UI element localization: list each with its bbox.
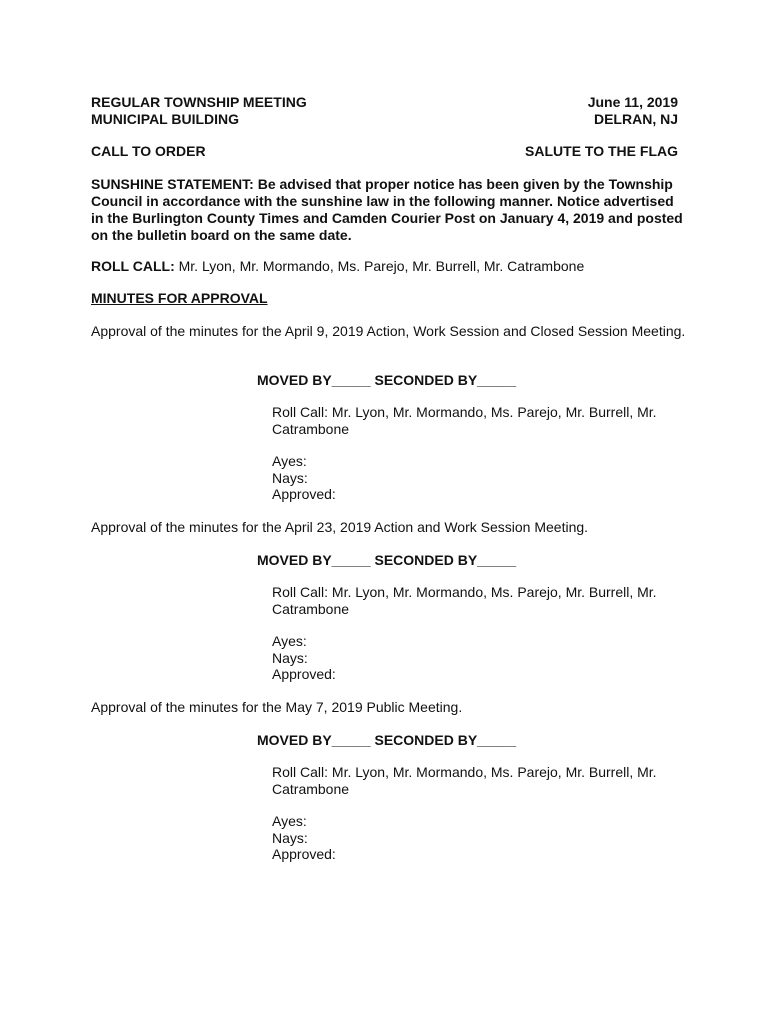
approved-label: Approved: — [272, 666, 336, 682]
moved-seconded-line: MOVED BY_____ SECONDED BY_____ — [257, 732, 517, 748]
minutes-item-description: Approval of the minutes for the May 7, 2019 Public Meeting. — [91, 699, 463, 715]
ayes-label: Ayes: — [272, 813, 307, 829]
minutes-item-description: Approval of the minutes for the April 9, 2019 Action, Work Session and Closed Session Meeting. — [91, 323, 686, 339]
header-row-3 — [91, 143, 678, 159]
roll-call-label: ROLL CALL: — [91, 258, 175, 274]
meeting-date: June 11, 2019 — [587, 94, 678, 110]
item-roll-call: Roll Call: Mr. Lyon, Mr. Mormando, Ms. Parejo, Mr. Burrell, Mr. Catrambone — [272, 584, 657, 617]
roll-call-line — [91, 258, 686, 275]
item-roll-call: Roll Call: Mr. Lyon, Mr. Mormando, Ms. Parejo, Mr. Burrell, Mr. Catrambone — [272, 764, 657, 797]
approved-label: Approved: — [272, 486, 336, 502]
nays-label: Nays: — [272, 830, 308, 846]
header-row-1 — [91, 94, 678, 110]
minutes-heading: MINUTES FOR APPROVAL — [91, 290, 268, 306]
roll-call-names: Mr. Lyon, Mr. Mormando, Ms. Parejo, Mr. Burrell, Mr. Catrambone — [174, 258, 585, 274]
minutes-item-description: Approval of the minutes for the April 23, 2019 Action and Work Session Meeting. — [91, 519, 589, 535]
item-roll-call: Roll Call: Mr. Lyon, Mr. Mormando, Ms. Parejo, Mr. Burrell, Mr. Catrambone — [272, 404, 657, 437]
header-row-2 — [91, 111, 678, 127]
moved-seconded-line: MOVED BY_____ SECONDED BY_____ — [257, 552, 517, 568]
sunshine-statement: SUNSHINE STATEMENT: Be advised that proper notice has been given by the Township Council in accordance with the sunshine law in the following manner. Notice advertised in the Burlington County Times and Camden Courier Post on January 4, 2019 and posted on the bulletin board on the same date. — [91, 176, 683, 243]
salute-to-flag: SALUTE TO THE FLAG — [525, 143, 678, 159]
nays-label: Nays: — [272, 650, 308, 666]
ayes-label: Ayes: — [272, 453, 307, 469]
moved-seconded-line: MOVED BY_____ SECONDED BY_____ — [257, 372, 517, 388]
nays-label: Nays: — [272, 470, 308, 486]
call-to-order: CALL TO ORDER — [91, 143, 206, 159]
meeting-location: MUNICIPAL BUILDING — [91, 111, 240, 127]
meeting-place: DELRAN, NJ — [593, 111, 678, 127]
ayes-label: Ayes: — [272, 633, 307, 649]
meeting-type: REGULAR TOWNSHIP MEETING — [91, 94, 307, 110]
approved-label: Approved: — [272, 846, 336, 862]
